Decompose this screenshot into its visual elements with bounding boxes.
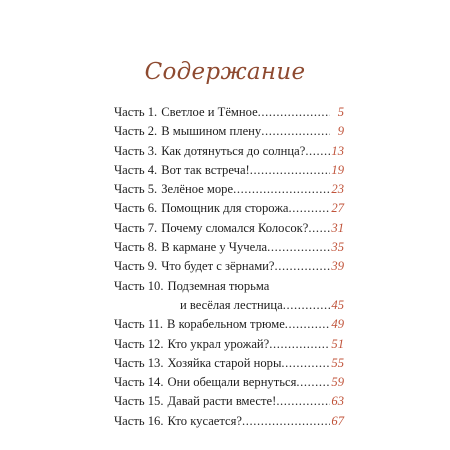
toc-entry	[114, 277, 344, 316]
toc-entry	[114, 315, 344, 334]
toc-part-number: Часть 13.	[114, 355, 164, 370]
toc-title: Почему сломался Колосок?	[161, 220, 309, 235]
toc-page-number: 9	[337, 124, 344, 139]
dot-leader	[285, 315, 330, 334]
toc-entry	[114, 161, 344, 180]
dot-leader	[275, 257, 331, 276]
toc-part-number: Часть 8.	[114, 240, 158, 255]
toc-page-number: 45	[331, 297, 344, 312]
toc-part-number: Часть 9.	[114, 259, 158, 274]
toc-part-number: Часть 7.	[114, 220, 158, 235]
toc-title: Подземная тюрьма	[167, 278, 270, 293]
dot-leader	[289, 199, 330, 218]
dot-leader	[305, 142, 330, 161]
table-of-contents	[114, 103, 344, 431]
dot-leader	[281, 354, 330, 373]
toc-page-number: 13	[331, 143, 344, 158]
toc-title-continuation: и весёлая лестница	[180, 297, 283, 312]
toc-page-number: 39	[331, 259, 344, 274]
toc-title: В корабельном трюме	[167, 317, 285, 332]
toc-page-number: 67	[331, 413, 344, 428]
toc-part-number: Часть 10.	[114, 278, 164, 293]
toc-title: Кто украл урожай?	[167, 336, 270, 351]
toc-page-number: 19	[331, 162, 344, 177]
toc-entry	[114, 238, 344, 257]
toc-title: Помощник для сторожа	[161, 201, 289, 216]
dot-leader	[283, 296, 330, 315]
toc-page-number: 23	[331, 182, 344, 197]
toc-entry	[114, 373, 344, 392]
dot-leader	[276, 392, 330, 411]
toc-title: Давай расти вместе!	[167, 394, 277, 409]
dot-leader	[267, 238, 330, 257]
toc-page-number: 55	[331, 355, 344, 370]
toc-part-number: Часть 6.	[114, 201, 158, 216]
toc-part-number: Часть 15.	[114, 394, 164, 409]
toc-title: Что будет с зёрнами?	[161, 259, 275, 274]
toc-title: Хозяйка старой норы	[167, 355, 282, 370]
toc-entry	[114, 142, 344, 161]
dot-leader	[258, 103, 330, 122]
toc-part-number: Часть 5.	[114, 182, 158, 197]
dot-leader	[296, 373, 330, 392]
toc-title: В кармане у Чучела	[161, 240, 268, 255]
dot-leader	[242, 412, 330, 431]
toc-entry	[114, 180, 344, 199]
toc-title: Зелёное море	[161, 182, 234, 197]
toc-entry	[114, 257, 344, 276]
toc-title: Они обещали вернуться	[167, 375, 297, 390]
dot-leader	[269, 335, 330, 354]
page-title: Содержание	[144, 59, 306, 85]
toc-entry	[114, 354, 344, 373]
toc-page-number: 59	[331, 375, 344, 390]
dot-leader	[250, 161, 330, 180]
toc-part-number: Часть 4.	[114, 162, 158, 177]
dot-leader	[233, 180, 330, 199]
toc-entry	[114, 335, 344, 354]
toc-entry	[114, 219, 344, 238]
toc-part-number: Часть 16.	[114, 413, 164, 428]
toc-page-number: 31	[331, 220, 344, 235]
toc-title: Вот так встреча!	[161, 162, 250, 177]
toc-entry	[114, 412, 344, 431]
toc-page-number: 35	[331, 240, 344, 255]
toc-title: В мышином плену	[161, 124, 262, 139]
toc-title: Как дотянуться до солнца?	[161, 143, 306, 158]
toc-entry	[114, 103, 344, 122]
toc-page-number: 27	[331, 201, 344, 216]
dot-leader	[261, 122, 330, 141]
toc-part-number: Часть 11.	[114, 317, 164, 332]
dot-leader	[308, 219, 330, 238]
toc-page-number: 63	[331, 394, 344, 409]
toc-entry	[114, 122, 344, 141]
toc-title: Кто кусается?	[167, 413, 243, 428]
toc-part-number: Часть 1.	[114, 105, 158, 119]
toc-part-number: Часть 12.	[114, 336, 164, 351]
toc-page-number: 5	[337, 105, 344, 119]
toc-title: Светлое и Тёмное	[161, 105, 258, 119]
toc-page-number: 51	[331, 336, 344, 351]
toc-part-number: Часть 2.	[114, 124, 158, 139]
toc-part-number: Часть 3.	[114, 143, 158, 158]
toc-page-number: 49	[331, 317, 344, 332]
toc-entry	[114, 392, 344, 411]
toc-part-number: Часть 14.	[114, 375, 164, 390]
toc-entry	[114, 199, 344, 218]
